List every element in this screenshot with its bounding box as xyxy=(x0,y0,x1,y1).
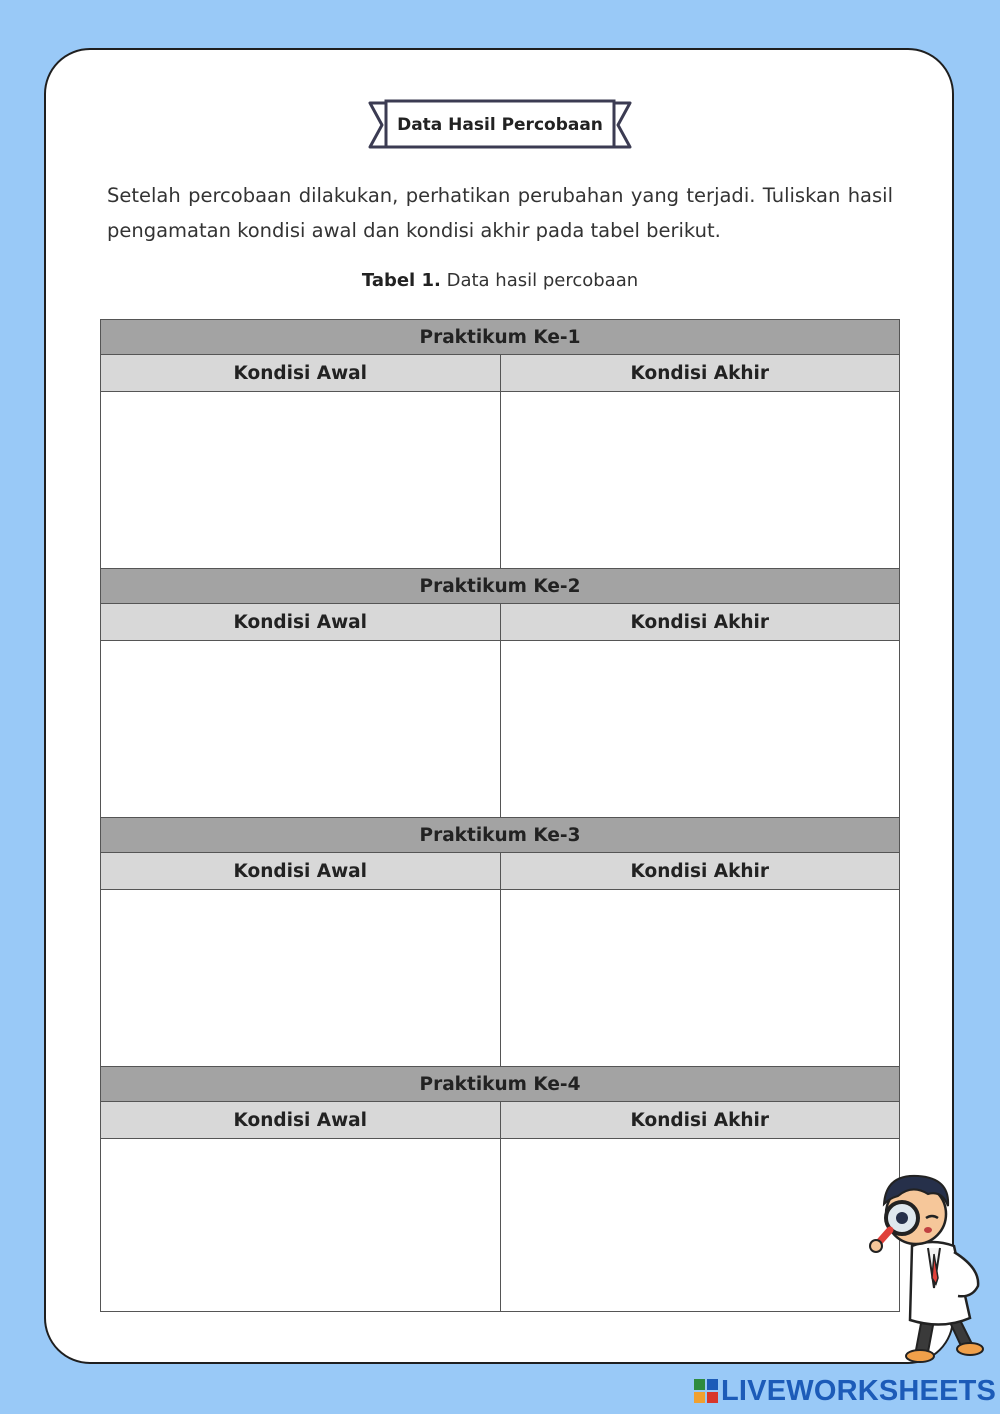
title-banner xyxy=(368,99,632,151)
logo-text: LIVEWORKSHEETS xyxy=(721,1374,997,1407)
praktikum-1-akhir-cell[interactable] xyxy=(500,392,900,569)
praktikum-1-header: Praktikum Ke-1 xyxy=(101,320,900,355)
page-title: Data Hasil Percobaan xyxy=(397,115,603,135)
praktikum-2-awal-cell[interactable] xyxy=(101,641,501,818)
liveworksheets-logo-icon xyxy=(694,1379,718,1403)
praktikum-4-header: Praktikum Ke-4 xyxy=(101,1067,900,1102)
results-table xyxy=(100,319,900,1312)
kondisi-akhir-header: Kondisi Akhir xyxy=(500,1102,900,1139)
table-caption xyxy=(100,270,900,291)
praktikum-3-awal-cell[interactable] xyxy=(101,890,501,1067)
kondisi-akhir-header: Kondisi Akhir xyxy=(500,604,900,641)
kondisi-awal-header: Kondisi Awal xyxy=(101,1102,501,1139)
liveworksheets-logo xyxy=(694,1374,996,1408)
kondisi-awal-header: Kondisi Awal xyxy=(101,355,501,392)
caption-text: Data hasil percobaan xyxy=(440,270,639,291)
caption-label: Tabel 1. xyxy=(361,270,441,291)
praktikum-3-header: Praktikum Ke-3 xyxy=(101,818,900,853)
praktikum-4-awal-cell[interactable] xyxy=(101,1139,501,1312)
scientist-magnifier-icon xyxy=(862,1168,992,1372)
kondisi-akhir-header: Kondisi Akhir xyxy=(500,355,900,392)
praktikum-2-header: Praktikum Ke-2 xyxy=(101,569,900,604)
kondisi-akhir-header: Kondisi Akhir xyxy=(500,853,900,890)
kondisi-awal-header: Kondisi Awal xyxy=(101,604,501,641)
kondisi-awal-header: Kondisi Awal xyxy=(101,853,501,890)
praktikum-2-akhir-cell[interactable] xyxy=(500,641,900,818)
intro-paragraph: Setelah percobaan dilakukan, perhatikan perubahan yang terjadi. Tuliskan hasil pengamatan kondisi awal dan kondisi akhir pada tabel berikut. xyxy=(107,184,893,242)
praktikum-1-awal-cell[interactable] xyxy=(101,392,501,569)
praktikum-4-akhir-cell[interactable] xyxy=(500,1139,900,1312)
praktikum-3-akhir-cell[interactable] xyxy=(500,890,900,1067)
